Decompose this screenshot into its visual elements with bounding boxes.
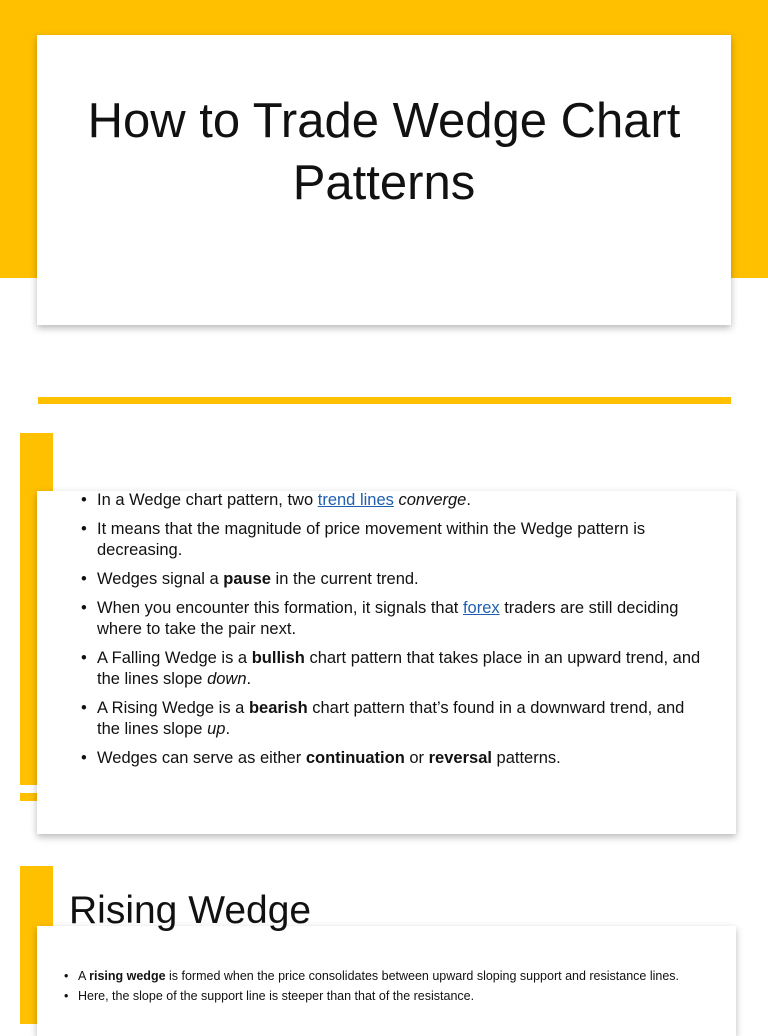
bullet-text: A [78,969,90,983]
list-item [81,519,701,561]
bullet-text: Here, the slope of the support line is steeper than that of the resistance. [78,989,475,1003]
emphasis-text: down [207,670,247,688]
accent-divider [38,397,731,404]
bold-text: rising wedge [89,969,166,983]
bold-text: bullish [251,649,305,667]
slide2-accent-tick [20,793,37,801]
slide2-accent-strip [20,433,37,785]
trend-lines-link[interactable]: trend lines [317,491,394,509]
bullet-text: Wedges can serve as either [97,749,306,767]
forex-link[interactable]: forex [462,599,500,617]
list-item [64,989,684,1003]
bullet-text: When you encounter this formation, it signals that [97,599,463,617]
slide3-accent-strip [20,866,37,1024]
bullet-text: chart pattern that’s found in a downward trend, and the lines slope [97,699,685,738]
list-item [81,648,701,690]
list-item [81,490,701,511]
list-item [81,598,701,640]
title-slide [37,35,731,325]
bullet-text: traders are still deciding where to take the pair next. [97,599,679,638]
bullet-text: Wedges signal a [97,570,224,588]
bullet-text: . [225,720,231,738]
bullet-text: . [246,670,252,688]
bold-text: continuation [305,749,405,767]
emphasis-text: converge [398,491,467,509]
bullet-text: It means that the magnitude of price movement within the Wedge pattern is decreasing. [97,520,646,559]
list-item [81,698,701,740]
bold-text: reversal [428,749,492,767]
bold-text: pause [223,570,271,588]
bullet-text: chart pattern that takes place in an upward trend, and the lines slope [97,649,701,688]
bullet-text: is formed when the price consolidates between upward sloping support and resistance lines. [165,969,680,983]
list-item [81,569,701,590]
list-item [64,969,684,983]
bullet-text: patterns. [491,749,561,767]
bullet-text: In a Wedge chart pattern, two [97,491,318,509]
slide-heading: Rising Wedge [69,889,312,932]
slide-title: How to Trade Wedge Chart Patterns [87,94,681,210]
bold-text: bearish [248,699,308,717]
bullet-text: A Falling Wedge is a [97,649,252,667]
emphasis-text: up [207,720,226,738]
bullet-text: . [466,491,471,509]
bullet-text: A Rising Wedge is a [97,699,249,717]
rising-wedge-list [64,969,684,1009]
bullet-text: in the current trend. [270,570,419,588]
bullet-text: or [404,749,429,767]
list-item [81,748,701,769]
wedge-overview-list [81,490,701,777]
